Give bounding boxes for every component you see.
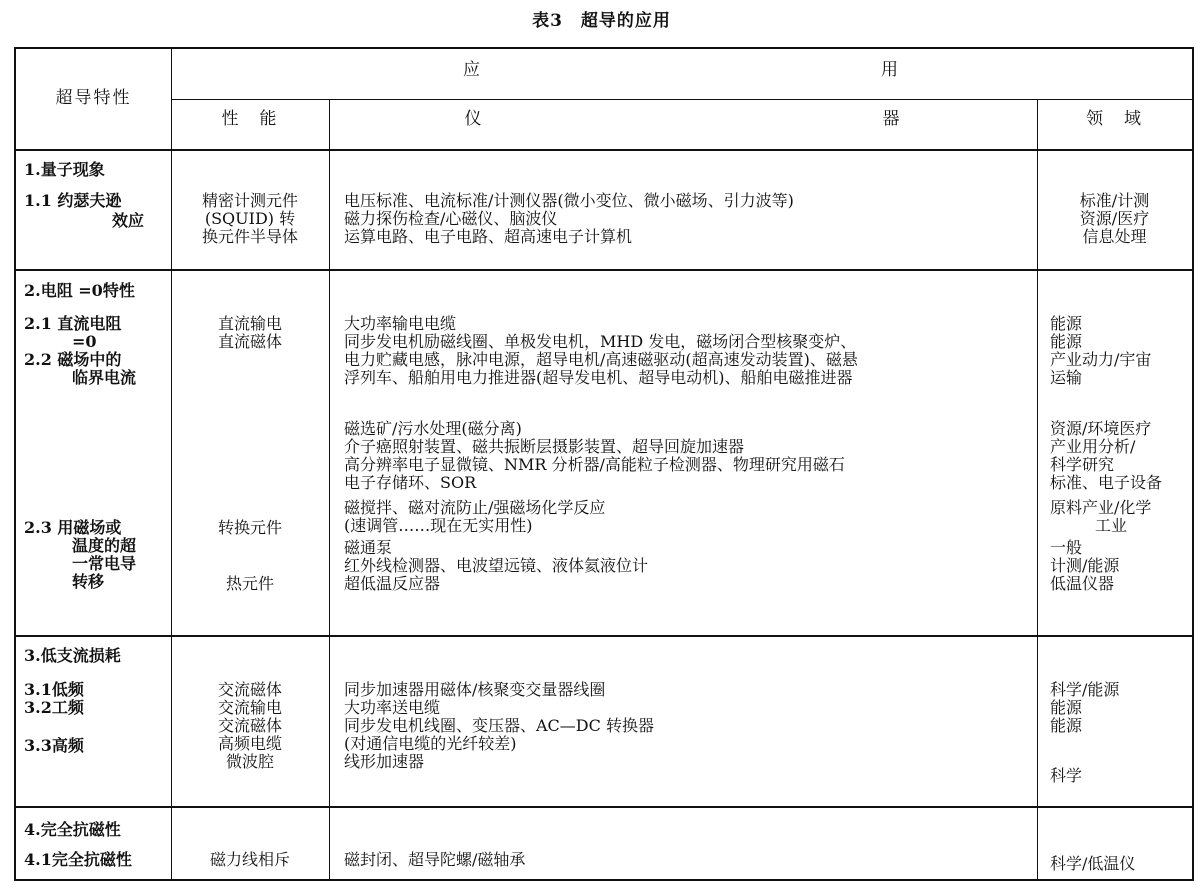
property-1-1-line1: 1.1 约瑟夫逊 <box>24 191 122 210</box>
instrument-2-2: 同步发电机励磁线圈、单极发电机，MHD 发电，磁场闭合型核聚变炉、 <box>344 332 857 351</box>
field-3-1: 科学/能源 <box>1050 680 1120 699</box>
field-4-1: 科学/低温仪 <box>1050 854 1136 873</box>
section-title-4: 4.完全抗磁性 <box>24 820 121 839</box>
field-2-2: 能源 <box>1050 332 1083 351</box>
section-rule-3 <box>16 806 1192 808</box>
performance-4-1: 磁力线相斥 <box>209 850 290 869</box>
instrument-2-11: 磁通泵 <box>344 538 393 557</box>
instrument-2-6: 介子癌照射装置、磁共振断层摄影装置、超导回旋加速器 <box>344 437 745 456</box>
field-2-13: 低温仪器 <box>1050 574 1115 593</box>
header-instrument: 仪 器 <box>464 109 902 129</box>
field-2-7: 科学研究 <box>1050 455 1115 474</box>
header-application: 应 用 <box>463 60 900 80</box>
field-2-3: 产业动力/宇宙 <box>1050 350 1152 369</box>
property-3-3: 3.3高频 <box>24 736 84 755</box>
instrument-2-10: (速调管……现在无实用性) <box>344 516 533 535</box>
field-1-3: 信息处理 <box>1082 227 1147 246</box>
instrument-1-3: 运算电路、电子电路、超高速电子计算机 <box>344 227 633 246</box>
instrument-2-4: 浮列车、船舶用电力推进器(超导发电机、超导电动机)、船舶电磁推进器 <box>344 368 853 387</box>
property-2-3: 2.3 用磁场或 <box>24 518 122 537</box>
instrument-2-1: 大功率输电电缆 <box>344 314 457 333</box>
header-field: 领 域 <box>1086 109 1143 129</box>
performance-3-5: 微波腔 <box>225 752 274 771</box>
instrument-3-3: 同步发电机线圈、变压器、AC—DC 转换器 <box>344 716 654 735</box>
performance-3-3: 交流磁体 <box>217 716 282 735</box>
property-2-3b: 温度的超 <box>72 536 137 555</box>
instrument-3-5: 线形加速器 <box>344 752 425 771</box>
instrument-2-12: 红外线检测器、电波望远镜、液体氦液位计 <box>344 556 649 575</box>
instrument-2-9: 磁搅拌、磁对流防止/强磁场化学反应 <box>344 498 606 517</box>
property-2-1: 2.1 直流电阻 <box>24 314 122 333</box>
field-1-2: 资源/医疗 <box>1079 209 1150 228</box>
field-2-6: 产业用分析/ <box>1050 437 1136 456</box>
performance-3-1: 交流磁体 <box>217 680 282 699</box>
field-3-3: 能源 <box>1050 716 1083 735</box>
field-2-4: 运输 <box>1050 368 1083 387</box>
performance-1-1: 精密计测元件 <box>201 191 298 210</box>
performance-2-4: 热元件 <box>225 574 274 593</box>
header-property: 超导特性 <box>55 88 132 108</box>
col-divider-2 <box>329 99 330 879</box>
property-2-2b: 临界电流 <box>72 368 137 387</box>
performance-2-2: 直流磁体 <box>217 332 282 351</box>
property-2-2: 2.2 磁场中的 <box>24 350 122 369</box>
performance-1-2: (SQUID) 转 <box>204 209 296 228</box>
property-1-1-line2: 效应 <box>111 211 144 230</box>
table-caption: 表3 超导的应用 <box>532 11 671 31</box>
property-2-1b: =0 <box>72 332 97 351</box>
performance-3-4: 高频电缆 <box>217 734 282 753</box>
field-2-5: 资源/环境医疗 <box>1050 419 1152 438</box>
performance-2-3: 转换元件 <box>217 518 282 537</box>
instrument-2-7: 高分辨率电子显微镜、NMR 分析器/高能粒子检测器、物理研究用磁石 <box>344 455 845 474</box>
performance-2-1: 直流输电 <box>217 314 282 333</box>
instrument-4-1: 磁封闭、超导陀螺/磁轴承 <box>344 850 526 869</box>
instrument-1-1: 电压标准、电流标准/计测仪器(微小变位、微小磁场、引力波等) <box>344 191 794 210</box>
instrument-1-2: 磁力探伤检查/心磁仪、脑波仪 <box>344 209 558 228</box>
property-4-1: 4.1完全抗磁性 <box>24 850 132 869</box>
instrument-2-3: 电力贮藏电感，脉冲电源，超导电机/高速磁驱动(超高速发动装置)、磁悬 <box>344 350 858 369</box>
performance-3-2: 交流输电 <box>217 698 282 717</box>
header-performance: 性 能 <box>221 109 279 129</box>
instrument-2-13: 超低温反应器 <box>344 574 441 593</box>
section-title-3: 3.低支流损耗 <box>24 646 121 665</box>
field-2-11: 一般 <box>1050 538 1083 557</box>
property-3-2: 3.2工频 <box>24 698 84 717</box>
section-rule-2 <box>16 635 1192 637</box>
property-3-1: 3.1低频 <box>24 680 84 699</box>
property-2-3c: 一常电导 <box>72 554 137 573</box>
superconductivity-applications-table <box>14 47 1194 881</box>
field-1-1: 标准/计测 <box>1079 191 1150 210</box>
field-2-9: 原料产业/化学 <box>1050 498 1152 517</box>
header-bottom-rule <box>16 149 1192 151</box>
field-3-4: 科学 <box>1050 766 1083 785</box>
section-title-1: 1.量子现象 <box>24 160 105 179</box>
instrument-2-8: 电子存储环、SOR <box>344 473 477 492</box>
instrument-3-4: (对通信电缆的光纤较差) <box>344 734 517 753</box>
property-2-3d: 转移 <box>72 572 105 591</box>
instrument-3-2: 大功率送电缆 <box>344 698 441 717</box>
field-2-1: 能源 <box>1050 314 1083 333</box>
performance-1-3: 换元件半导体 <box>201 227 298 246</box>
section-rule-1 <box>16 269 1192 271</box>
field-3-2: 能源 <box>1050 698 1083 717</box>
field-2-10: 工业 <box>1094 516 1127 535</box>
instrument-2-5: 磁选矿/污水处理(磁分离) <box>344 419 522 438</box>
field-2-12: 计测/能源 <box>1050 556 1120 575</box>
header-subdivider <box>171 99 1192 100</box>
instrument-3-1: 同步加速器用磁体/核聚变交量器线圈 <box>344 680 606 699</box>
field-2-8: 标准、电子设备 <box>1050 473 1163 492</box>
section-title-2: 2.电阻 =0特性 <box>24 281 135 300</box>
